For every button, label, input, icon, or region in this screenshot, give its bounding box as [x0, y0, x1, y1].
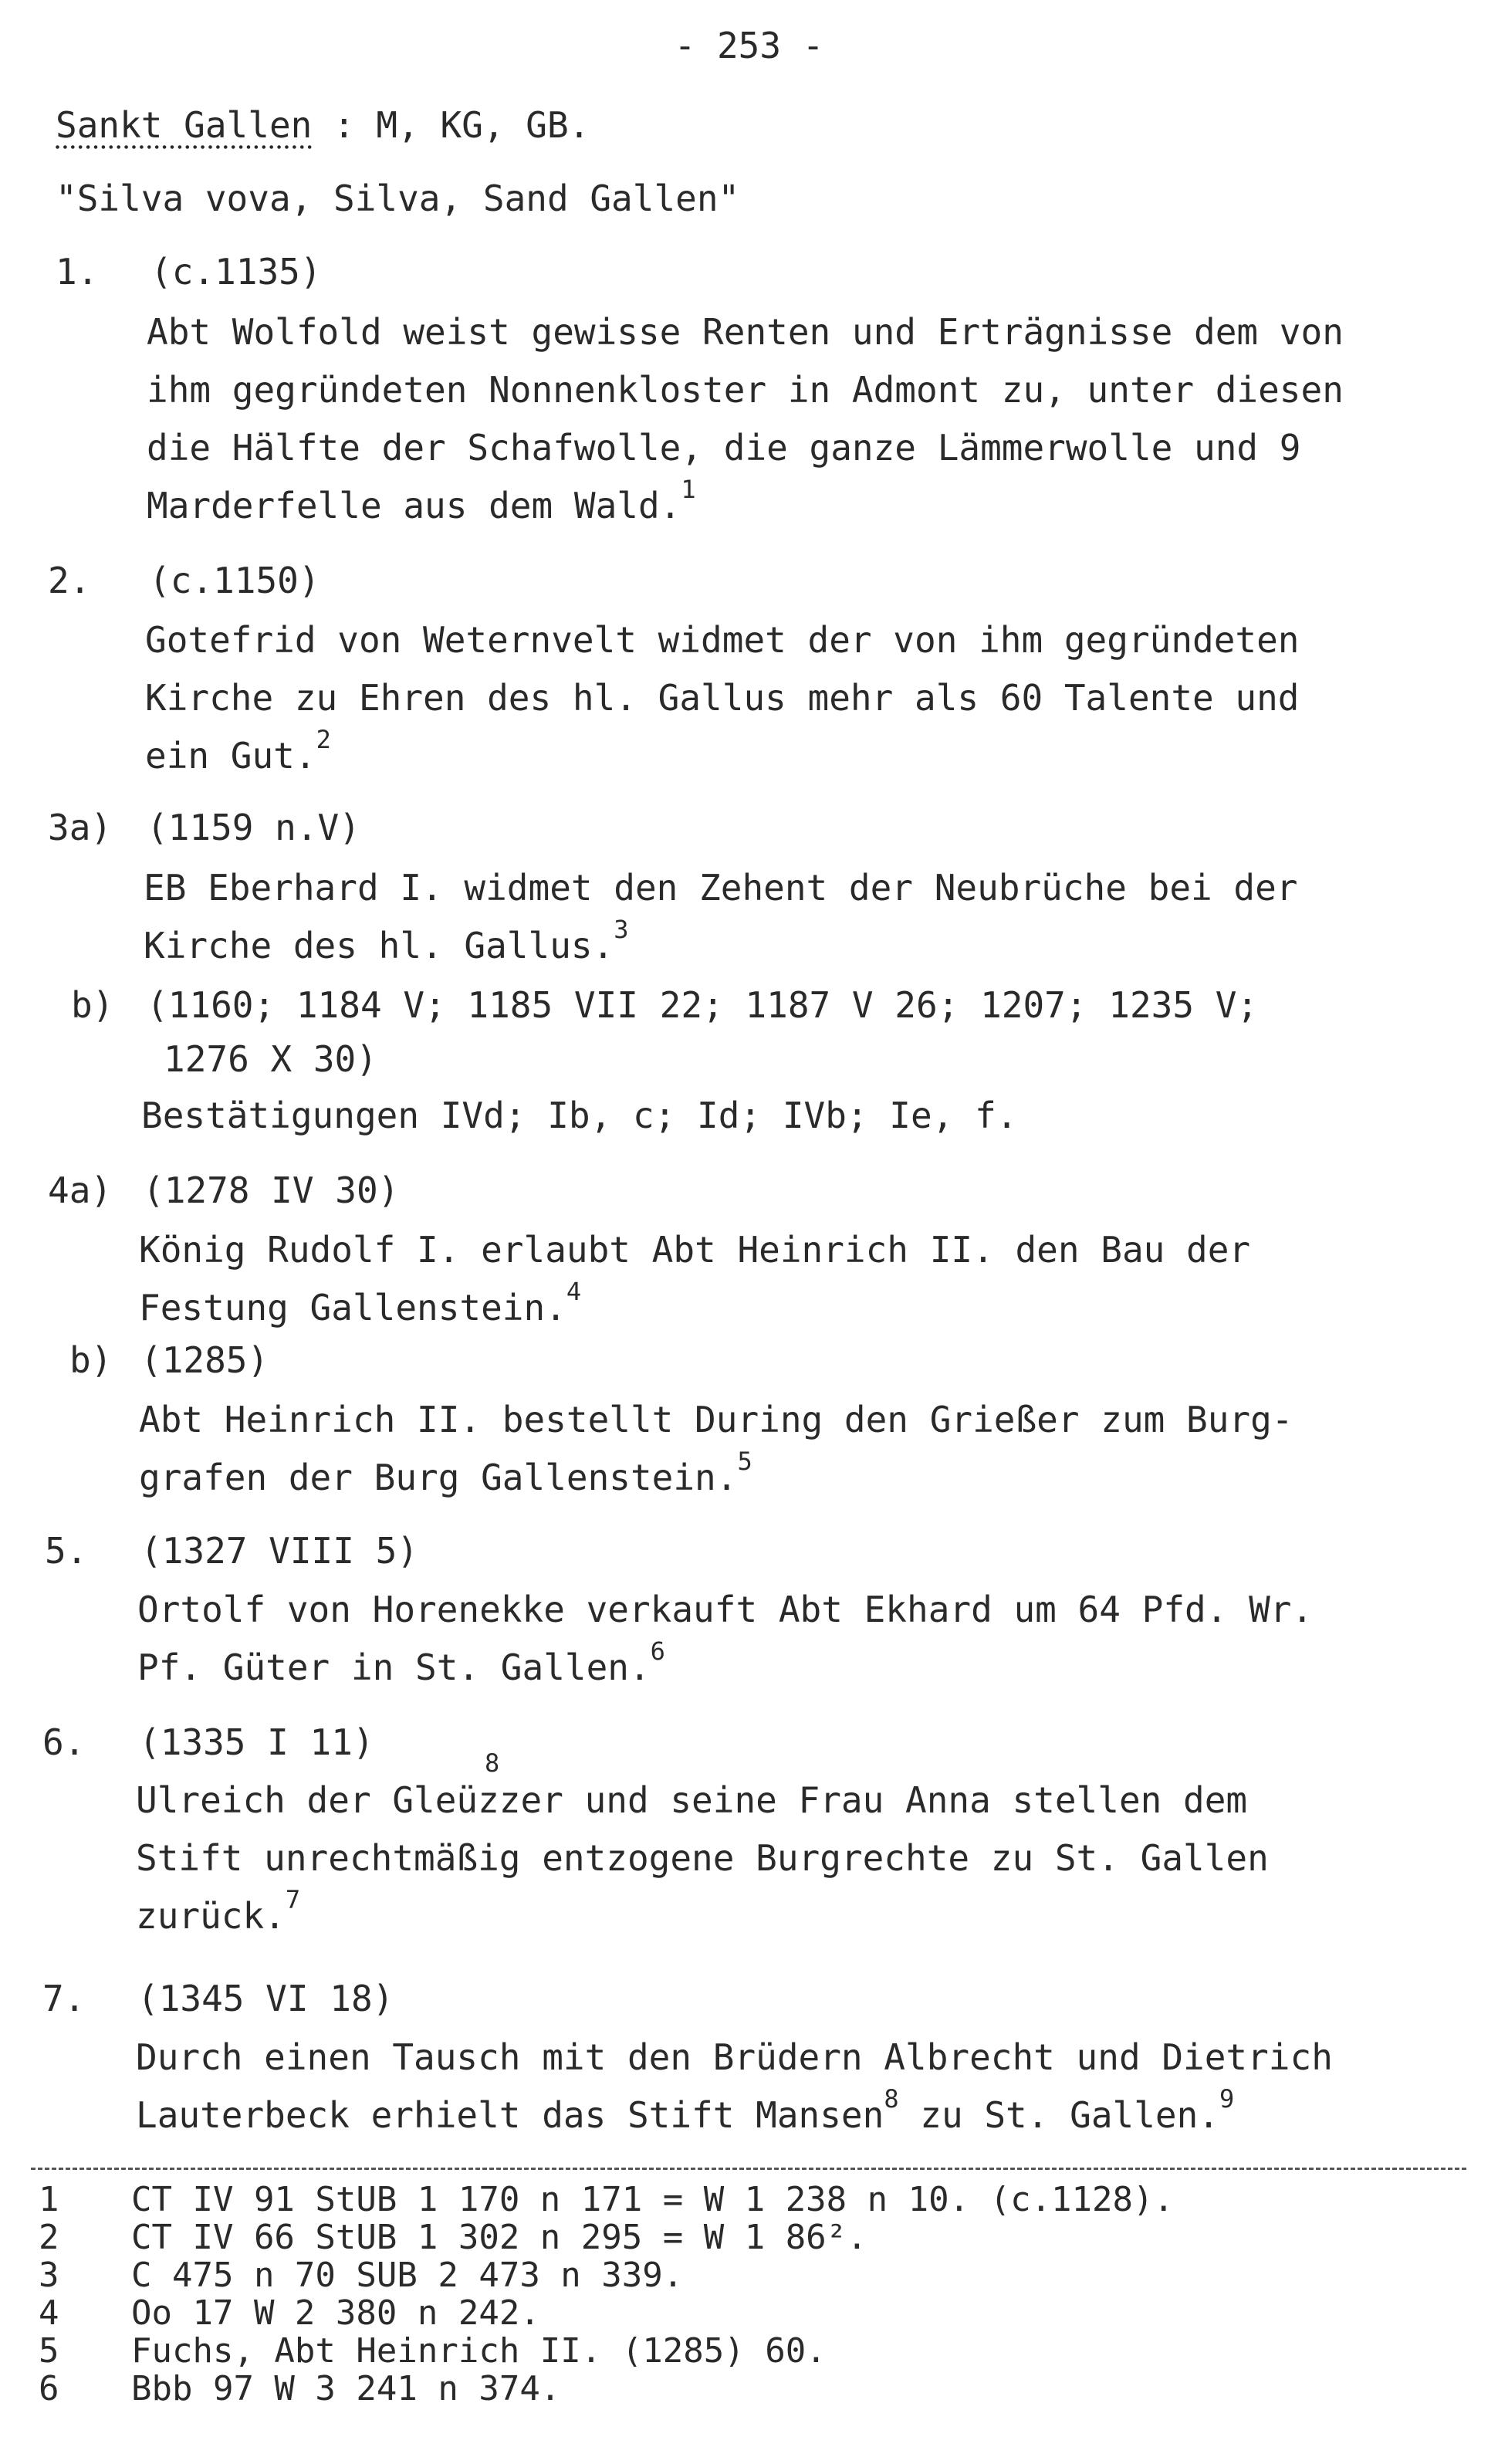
entry-date-continued: 1276 X 30) [164, 1038, 377, 1080]
entry-text [139, 1391, 1466, 1507]
entry-text [139, 1221, 1466, 1337]
footnote-ref: 1 [681, 475, 696, 504]
entry-number: 5. [45, 1530, 88, 1572]
entry-text [147, 303, 1474, 535]
entry-line: Lauterbeck erhielt das Stift Mansen$^8$ zu St. Gallen.$^9$ [136, 2084, 1235, 2136]
entry-text [144, 859, 1471, 975]
entry-line: zurück.$^7$ [136, 1885, 301, 1937]
entry-date: (1327 VIII 5) [140, 1530, 419, 1572]
footnote-ref: 3 [614, 915, 629, 944]
entry-line: Abt Heinrich II. bestellt During den Grießer zum Burg- [139, 1399, 1293, 1440]
footnote: 4 Oo 17 W 2 380 n 242. [39, 2293, 540, 2333]
footnote-divider [31, 2168, 1466, 2170]
entry-text [136, 2029, 1463, 2144]
entry-line: Bestätigungen IVd; Ib, c; Id; IVb; Ie, f. [141, 1095, 1018, 1136]
page-number: - 253 - [674, 25, 824, 66]
entry-text [145, 611, 1473, 785]
place-abbreviations: : M, KG, GB. [333, 104, 590, 146]
entry-line: EB Eberhard I. widmet den Zehent der Neubrüche bei der [144, 867, 1298, 909]
footnote-ref: 9 [1219, 2084, 1235, 2114]
footnote-ref: 8 [884, 2084, 899, 2114]
entry-number: 1. [56, 251, 99, 293]
inline-footnote-ref: 8 [485, 1748, 500, 1778]
footnote-ref: 6 [650, 1636, 665, 1666]
entry-line: Kirche zu Ehren des hl. Gallus mehr als 60 Talente und [145, 677, 1300, 719]
entry-number: b) [69, 1339, 113, 1381]
entry-number: 4a) [48, 1169, 113, 1211]
header-place-line [56, 96, 590, 154]
entry-line: Marderfelle aus dem Wald.$^1$ [147, 475, 696, 526]
footnote-ref: 5 [737, 1447, 752, 1476]
footnote: 2 CT IV 66 StUB 1 302 n 295 = W 1 86². [39, 2218, 867, 2257]
entry-date: (1278 IV 30) [143, 1169, 400, 1211]
entry-text [141, 1087, 1469, 1145]
footnote-ref: 7 [285, 1885, 301, 1914]
entry-date: (c.1135) [150, 251, 322, 293]
entry-line: Durch einen Tausch mit den Brüdern Albrecht und Dietrich [136, 2036, 1333, 2078]
entry-line: Stift unrechtmäßig entzogene Burgrechte zu St. Gallen [136, 1837, 1269, 1879]
entry-date: (1335 I 11) [139, 1721, 374, 1763]
footnote: 1 CT IV 91 StUB 1 170 n 171 = W 1 238 n 10. (c.1128). [39, 2180, 1175, 2219]
entry-number: 6. [42, 1721, 86, 1763]
footnote-ref: 4 [566, 1277, 582, 1306]
entry-line: die Hälfte der Schafwolle, die ganze Lämmerwolle und 9 [147, 427, 1301, 469]
footnote: 6 Bbb 97 W 3 241 n 374. [39, 2369, 561, 2408]
entry-line: Festung Gallenstein.$^4$ [139, 1277, 582, 1328]
entry-line: ihm gegründeten Nonnenkloster in Admont zu, unter diesen [147, 369, 1344, 411]
entry-line: Ulreich der Gleüzzer und seine Frau Anna stellen dem [136, 1779, 1248, 1821]
entry-line: Pf. Güter in St. Gallen.$^6$ [137, 1636, 665, 1688]
entry-line: Ortolf von Horenekke verkauft Abt Ekhard um 64 Pfd. Wr. [137, 1589, 1314, 1630]
entry-date: (1159 n.V) [147, 807, 360, 848]
footnote: 3 C 475 n 70 SUB 2 473 n 339. [39, 2256, 684, 2295]
entry-line: ein Gut.$^2$ [145, 725, 331, 777]
footnotes [39, 2181, 1174, 2408]
entry-text [136, 1772, 1463, 1945]
entry-date: (1285) [140, 1339, 269, 1381]
entry-line: Kirche des hl. Gallus.$^3$ [144, 915, 629, 966]
header-names-line: "Silva vova, Silva, Sand Gallen" [56, 178, 740, 219]
footnote-ref: 2 [316, 725, 331, 754]
entry-number: 7. [42, 1978, 86, 2019]
entry-number: 2. [48, 560, 91, 601]
entry-number: b) [71, 984, 114, 1026]
place-name: Sankt Gallen [56, 104, 313, 146]
entry-text [137, 1581, 1465, 1697]
entry-date: (1160; 1184 V; 1185 VII 22; 1187 V 26; 1207; 1235 V; [147, 984, 1259, 1026]
footnote: 5 Fuchs, Abt Heinrich II. (1285) 60. [39, 2331, 827, 2371]
entry-date: (1345 VI 18) [137, 1978, 394, 2019]
entry-line: grafen der Burg Gallenstein.$^5$ [139, 1447, 752, 1498]
entry-line: König Rudolf I. erlaubt Abt Heinrich II. den Bau der [139, 1229, 1251, 1271]
entry-number: 3a) [48, 807, 113, 848]
entry-date: (c.1150) [149, 560, 320, 601]
entry-line: Abt Wolfold weist gewisse Renten und Erträgnisse dem von [147, 311, 1344, 353]
entry-line: Gotefrid von Weternvelt widmet der von ihm gegründeten [145, 619, 1300, 661]
